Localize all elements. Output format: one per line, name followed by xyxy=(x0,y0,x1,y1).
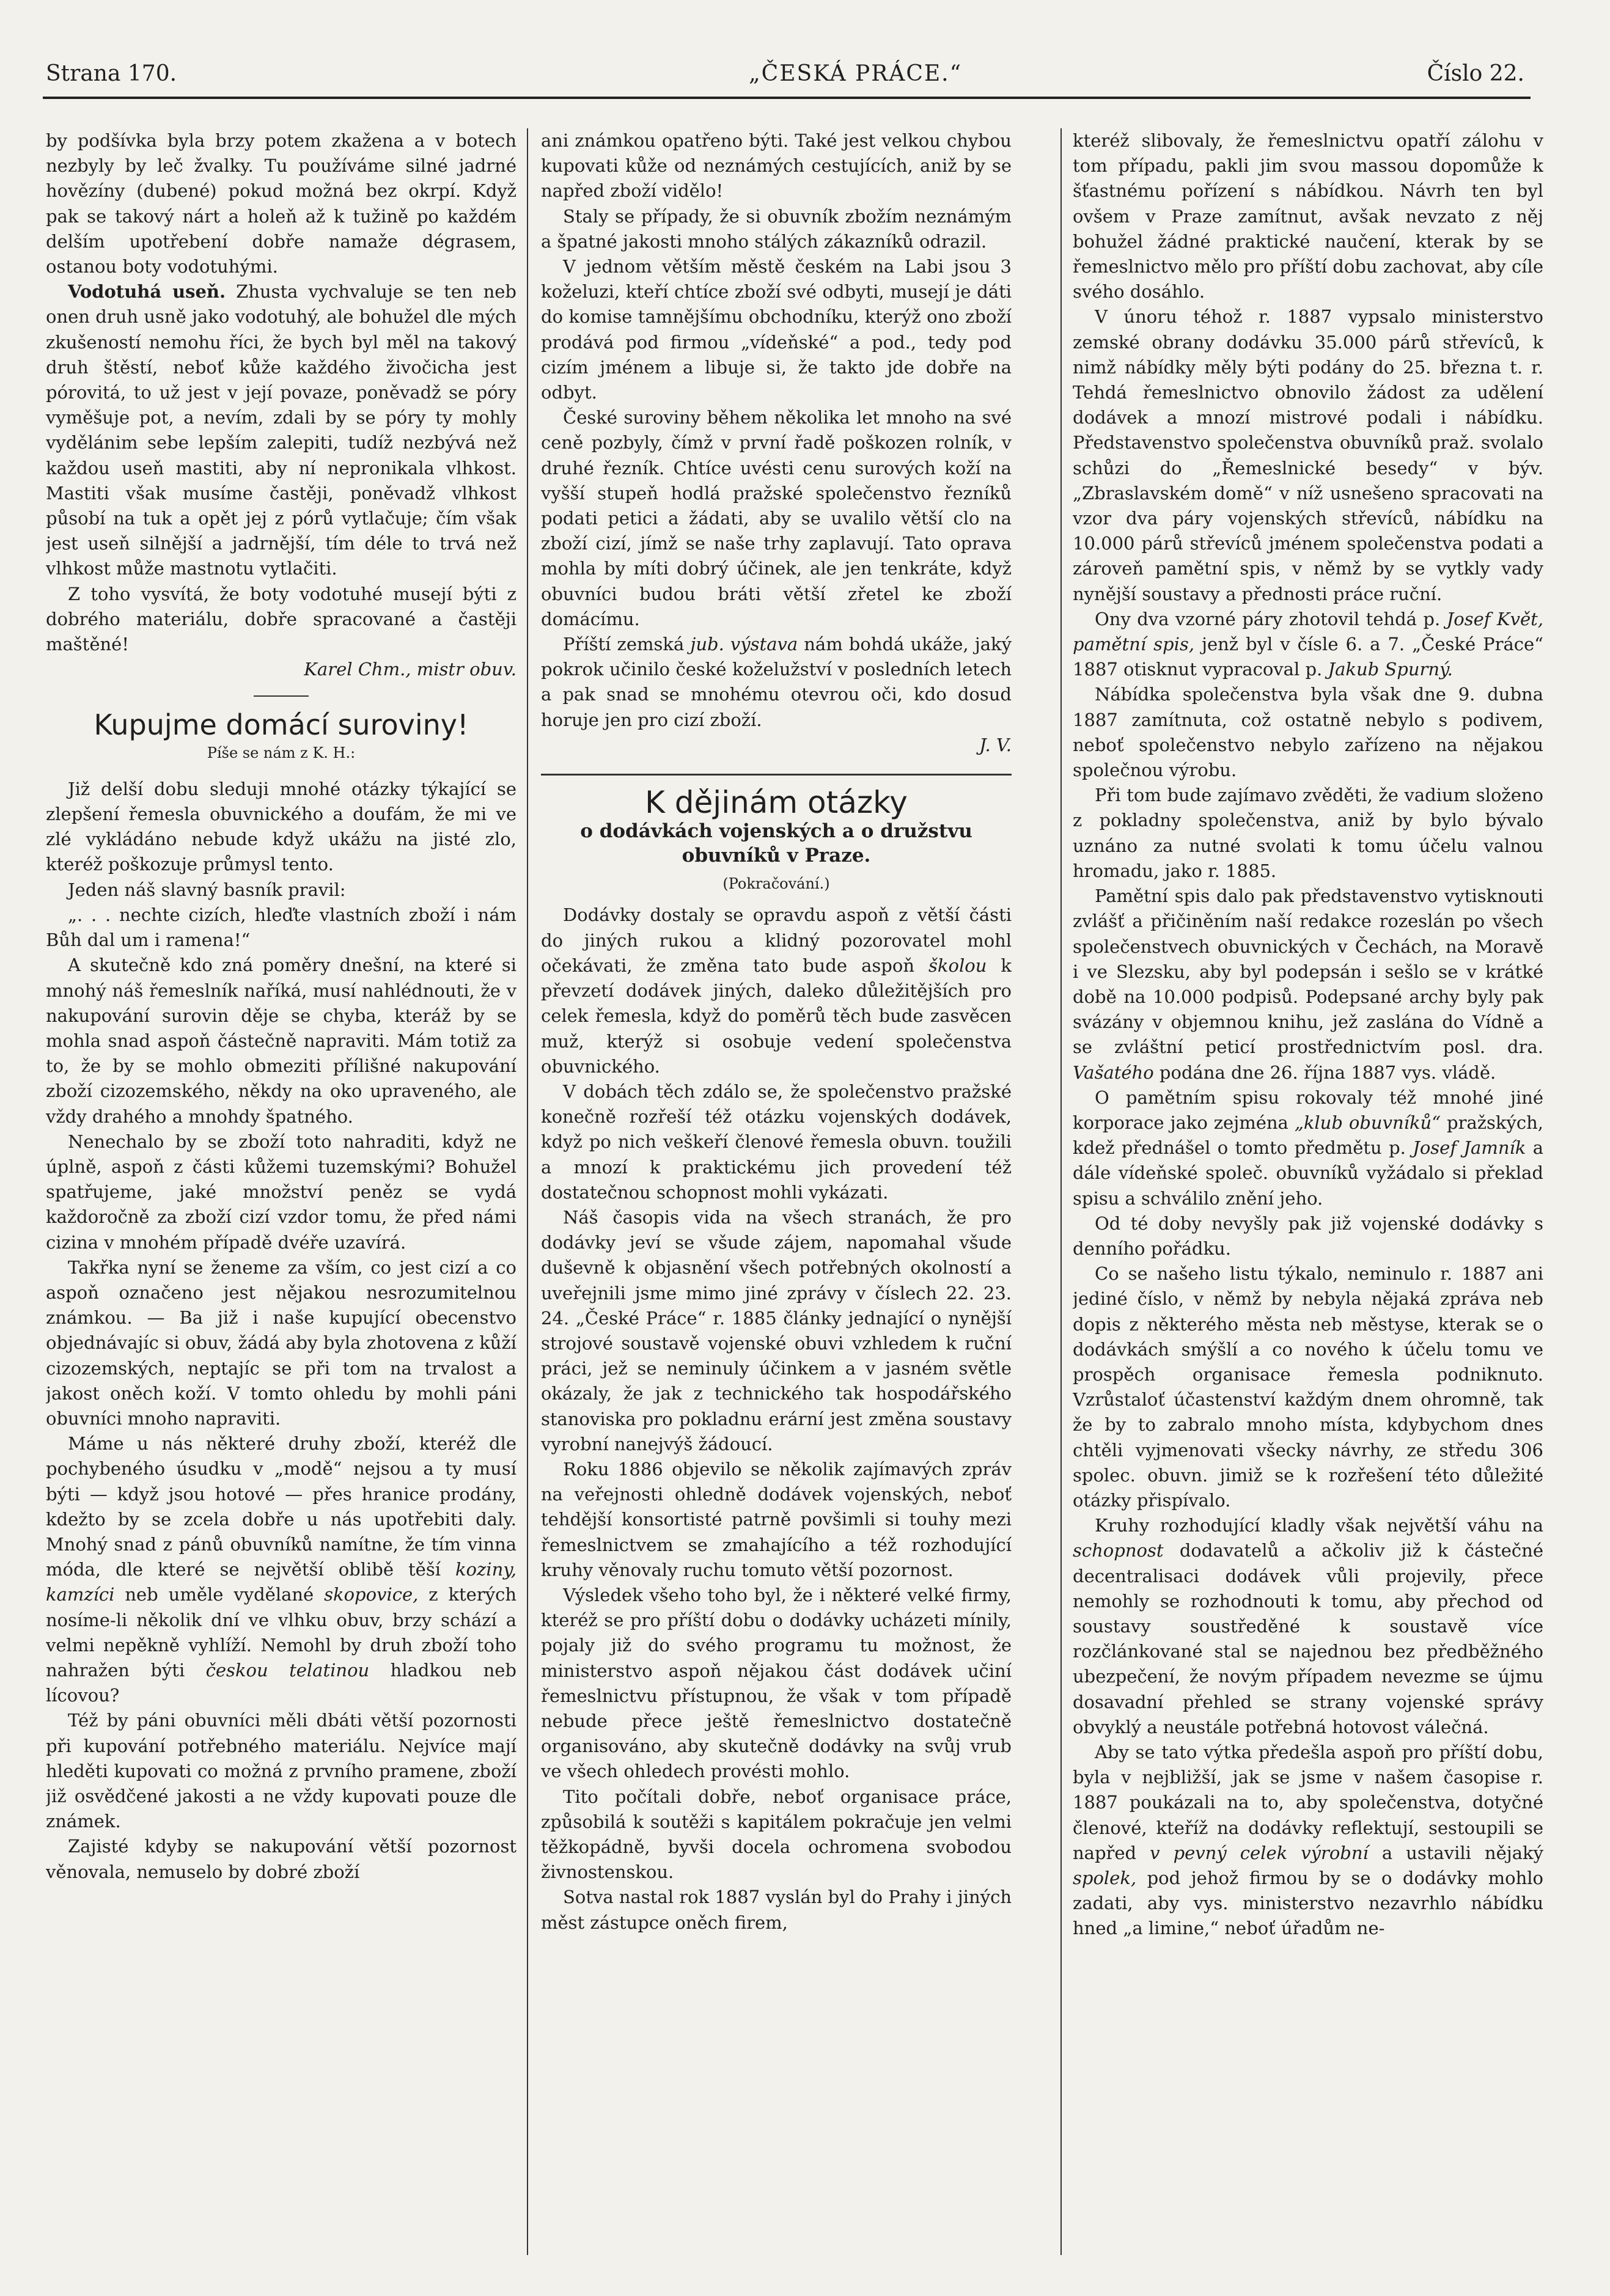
divider xyxy=(541,774,1012,776)
issue-number: Číslo 22. xyxy=(1427,61,1524,86)
paragraph: V jednom větším městě českém na Labi jsou 3 koželuzi, kteří chtíce zboží své odbyti, musejí je dáti do komise tamnějšímu obchodníku, kterýž ono zboží prodává pod firmou „vídeňské“ a pod., tedy pod cizím jménem a libuje si, že takto jde dobře na odbyt. xyxy=(541,256,1012,403)
paragraph xyxy=(46,279,516,581)
italic-text: školou xyxy=(928,955,987,976)
continuation-note: (Pokračování.) xyxy=(722,875,830,893)
column-1 xyxy=(46,128,516,2273)
article-subtitle: o dodávkách vojenských a o družstvu obuvníků v Praze. xyxy=(580,820,972,867)
italic-text: v pevný celek výrobní xyxy=(1150,1842,1369,1863)
paragraph: Zajisté kdyby se nakupování větší pozornost věnovala, nemuselo by dobré zboží xyxy=(46,1836,516,1882)
italic-text: Josef Květ, pamětní spis, xyxy=(1073,608,1543,655)
paragraph xyxy=(541,903,1012,1079)
journal-title: „ČESKÁ PRÁCE.“ xyxy=(749,61,963,86)
italic-text: Jakub Spurný. xyxy=(1328,659,1453,680)
paragraph: by podšívka byla brzy potem zkažena a v botech nezbyly by leč žvalky. Tu používáme silné jadrné hovězíny (dubené) pokud možná bez okrpí. Když pak se takový nárt a holeň až k tužině po každém delším upotřebení dobře namaže dégrasem, ostanou boty vodotuhými. xyxy=(46,130,516,277)
column-2 xyxy=(541,128,1012,2273)
text: Kruhy rozhodující kladly však největší váhu na xyxy=(1095,1515,1543,1536)
paragraph: A skutečně kdo zná poměry dnešní, na které si mnohý náš řemeslník naříká, musí nahlédnouti, že v nakupování surovin děje se chyba, kteráž by se mohla snad aspoň částečně napraviti. Mám totiž za to, že by se mohlo obmeziti přílišné nakupování zboží cizozemského, někdy na oko upraveného, ale vždy drahého a mnohdy špatného. xyxy=(46,955,516,1127)
text: O pamětním spisu rokovaly též mnohé jiné korporace jako zejména xyxy=(1073,1087,1543,1133)
italic-text: českou telatinou xyxy=(205,1659,370,1681)
italic-text: skopovice, xyxy=(324,1584,419,1605)
text: a ustavili nějaký xyxy=(1368,1842,1543,1863)
paragraph xyxy=(1073,884,1543,1085)
divider xyxy=(254,695,309,697)
paragraph: Již delší dobu sleduji mnohé otázky týkající se zlepšení řemesla obuvnického a doufám, že mi ve zlé vykládáno nebude když ukážu na jisté zlo, kteréž poškozuje průmysl tento. xyxy=(46,778,516,875)
paragraph: Výsledek všeho toho byl, že i některé velké firmy, kteréž se pro příští dobu o dodávky ucházeti mínily, pojaly již do svého programu tu možnost, že ministerstvo aspoň nějakou část dodávek učiní řemeslnictvu přístupnou, že však v tom případě nebude přece ještě řemeslnictvo dostatečně organisováno, aby skutečně dodávky na svůj vrub ve všech ohledech provésti mohlo. xyxy=(541,1584,1012,1782)
paragraph: České suroviny během několika let mnoho na své ceně pozbyly, čímž v první řadě poškozen rolník, v druhé řezník. Chtíce uvésti cenu surových koží na vyšší stupeň hodlá pražské společenstvo řezníků podati petici a žádati, aby se uvalilo větší clo na zboží cizí, jímž se naše trhy zaplavují. Tato oprava mohla by míti dobrý účinek, ale jen tenkráte, když obuvníci budou bráti větší zřetel ke zboží domácímu. xyxy=(541,407,1012,629)
text: pod jehož firmou by se o dodávky mohlo zadati, aby vys. ministerstvo nezavrhlo nábídku hned „a limine,“ neboť úřadům ne- xyxy=(1073,1868,1543,1939)
text: jenž byl v čísle 6. a 7. „České Práce“ 1887 otisknut vypracoval p. xyxy=(1073,634,1543,680)
paragraph: kteréž slibovaly, že řemeslnictvu opatří zálohu v tom případu, pakli jim svou massou dopomůže k šťastnému pořízení s nábídkou. Návrh ten byl ovšem v Praze zamítnut, avšak nevzato z něj bohužel žádné praktické naučení, kterak by se řemeslnictvo mělo pro příští dobu zachovat, aby cíle svého dosáhlo. xyxy=(1073,130,1543,303)
column-3 xyxy=(1073,128,1543,2273)
text: hladkou neb lícovou? xyxy=(46,1659,516,1706)
text: pražských, kdež přednášel o tomto předmětu p. xyxy=(1073,1112,1543,1159)
paragraph xyxy=(1073,607,1543,683)
italic-text: koziny, kamzíci xyxy=(46,1559,516,1605)
paragraph: Též by páni obuvníci měli dbáti větší pozornosti při kupování potřebného materiálu. Nejvíce mají hleděti kupovati co možná z prvního pramene, zboží již osvědčené jakosti a ne vždy kupovati pouze dle známek. xyxy=(46,1710,516,1832)
signature xyxy=(541,733,1012,758)
quote: „. . . nechte cizích, hleďte vlastních zboží i nám Bůh dal um i ramena!“ xyxy=(46,904,516,951)
paragraph: Z toho vysvítá, že boty vodotuhé musejí býti z dobrého materiálu, dobře spracované a častěji maštěné! xyxy=(46,583,516,655)
text: podána dne 26. října 1887 vys. vládě. xyxy=(1153,1062,1496,1083)
text: nám bohdá ukáže, jaký pokrok učinilo české koželužství v posledních letech a pak snad se mnohému otevrou oči, kdo dosud horuje jen pro cizí zboží. xyxy=(541,634,1012,730)
signature-text: Karel Chm., mistr obuv. xyxy=(304,659,516,680)
paragraph xyxy=(1073,1740,1543,1942)
italic-text: jub. výstava xyxy=(690,634,798,655)
signature-text: J. V. xyxy=(979,734,1012,755)
text: Máme u nás některé druhy zboží, kteréž dle pochybeného úsudku v „modě“ nejsou a ty musí býti — když jsou hotové — přes hranice prodány, kdežto by se zcela dobře u nás upotřebiti daly. Mnohý snad z pánů obuvníků namítne, že tím vinna móda, dle které se největší oblibě těší xyxy=(46,1433,516,1580)
paragraph: Náš časopis vida na všech stranách, že pro dodávky jeví se všude zájem, napomahal všude duševně k objasnění všech potřebných okolností a uveřejnili jsme mimo jiné zprávy v číslech 22. 23. 24. „České Práce“ r. 1885 články jednající o nynější strojové soustavě vojenské obuvi vzhledem k ruční práci, jež se neminuly účinkem a v jasném světle okázaly, že jak z technického tak hospodářského stanoviska pro pokladnu erární jest změna soustavy vyrobní nanejvýš žádoucí. xyxy=(541,1206,1012,1454)
paragraph xyxy=(541,632,1012,733)
paragraph: Jeden náš slavný basník pravil: xyxy=(68,879,346,900)
italic-text: Vašatého xyxy=(1073,1062,1154,1083)
paragraph: Staly se případy, že si obuvník zbožím neznámým a špatné jakosti mnoho stálých zákazníků odrazil. xyxy=(541,205,1012,252)
text: Dodávky dostaly se opravdu aspoň z větší části do jiných rukou a klidný pozorovatel mohl očekávati, že změna tato bude aspoň xyxy=(541,904,1012,976)
paragraph: V únoru téhož r. 1887 vypsalo ministerstvo zemské obrany dodávku 35.000 párů střevíců, k nimž nábídky měly býti podány do 25. března t. r. Tehdá řemeslnictvo obnovilo žádost za udělení dodávek a mnozí mistrové podali i nábídku. Představenstvo společenstva obuvníků praž. svolalo schůzi do „Řemeslnické besedy“ v býv. „Zbraslavském domě“ v níž usnešeno spracovati na vzor dva páry vojenských střevíců, nábídku na 10.000 párů střevíců jménem společenstva podati a zároveň pamětní spis, v němž by se vytkly vady nynější soustavy a přednosti práce ruční. xyxy=(1073,306,1543,604)
text: k převzetí dodávek jiných, daleko důležitějších pro celek řemesla, když do poměrů těch bude zasvěcen muž, kterýž si osobuje vedení společenstva obuvnického. xyxy=(541,955,1012,1077)
italic-text: Josef Jamník xyxy=(1413,1137,1526,1159)
paragraph-text: Zhusta vychvaluje se ten neb onen druh usně jako vodotuhý, ale bohužel dle mých zkušeností nemohu říci, že bych byl měl na takový druh štěstí, neboť kůže každého živočicha jest pórovitá, to už jest v její povaze, poněvadž se póry vyměšuje pot, a nevím, zdali by se póry ty mohly vydělánim sebe lepším zalepiti, tudíž nezbývá než každou useň mastiti, aby ní nepronikala vlhkost. Mastiti však musíme častěji, poněvadž vlhkost působí na tuk a opět jej z pórů vytlačuje; čím však jest useň silnější a jadrnější, tím déle to trvá než vlhkost může mastnotu vytlačiti. xyxy=(46,281,516,579)
paragraph: Sotva nastal rok 1887 vyslán byl do Prahy i jiných měst zástupce oněch firem, xyxy=(541,1887,1012,1933)
signature xyxy=(46,657,516,682)
text: Příští zemská xyxy=(563,634,691,655)
paragraph xyxy=(1073,1513,1543,1740)
paragraph: Co se našeho listu týkalo, neminulo r. 1887 ani jediné číslo, v němž by nebyla nějaká zpráva neb dopis z některého města neb městyse, kterak se o dodávkách smýšlí a co nového k účelu tomu ve prospěch organisace řemesla podniknuto. Vzrůstaloť účastenství každým dnem ohromně, tak že by to zabralo mnoho místa, kdybychom dnes chtěli vyjmenovati všecky návrhy, ze středu 306 spolec. obuvn. jimiž se k rozřešení této důležité otázky přispívalo. xyxy=(1073,1263,1543,1511)
italic-text: schopnost xyxy=(1073,1540,1164,1561)
column-divider xyxy=(1060,128,1062,2255)
column-divider xyxy=(527,128,528,2255)
paragraph: ani známkou opatřeno býti. Také jest velkou chybou kupovati kůže od neznámých cestujících, aniž by se napřed zboží vidělo! xyxy=(541,130,1012,202)
italic-text: spolek, xyxy=(1073,1868,1137,1889)
text: Pamětní spis dalo pak představenstvo vytisknouti zvlášť a přičiněním naší redakce rozeslán po všech společenstvech obuvnických v Čechách, na Moravě i ve Slezsku, aby byl podepsán i sešlo se v krátké době na 10.000 podpisů. Podepsané archy byly pak svázány v objemnou knihu, jež zaslána do Vídně a se zvláštní peticí prostřednictvím posl. dra. xyxy=(1073,886,1543,1058)
header-rule xyxy=(43,97,1531,99)
text: neb uměle vydělané xyxy=(114,1584,325,1605)
paragraph: Nenechalo by se zboží toto nahraditi, když ne úplně, aspoň z části kůžemi tuzemskými? Bohužel spatřujeme, jaké množství peněz se vydá každoročně za zboží cizí vzdor tomu, že před námi cizina v mnohém případě dvéře uzavírá. xyxy=(46,1131,516,1253)
article-title: K dějinám otázky xyxy=(645,785,908,821)
text: a dále vídeňské společ. obuvníků vyžádalo si překlad spisu a schválilo znění jeho. xyxy=(1073,1137,1543,1209)
byline: Píše se nám z K. H.: xyxy=(207,744,356,761)
paragraph: Takřka nyní se ženeme za vším, co jest cizí a co aspoň označeno jest nějakou nesrozumitelnou známkou. — Ba již i naše kupující obecenstvo objednávajíc si obuv, žádá aby byla zhotovena z kůží cizozemských, neptajíc se při tom na trvalost a jakost oněch koží. V tomto ohledu by mohli páni obuvníci mnoho napraviti. xyxy=(46,1256,516,1429)
paragraph xyxy=(46,1431,516,1708)
paragraph xyxy=(1073,1085,1543,1211)
paragraph: Při tom bude zajímavo zvěděti, že vadium složeno z pokladny společenstva, aniž by bylo bývalo uznáno za nutné svolati k tomu účelu valnou hromadu, jako r. 1885. xyxy=(1073,785,1543,881)
page-header xyxy=(46,61,1524,98)
article-title: Kupujme domácí suroviny! xyxy=(94,708,469,742)
paragraph: Roku 1886 objevilo se několik zajímavých zpráv na veřejnosti ohledně dodávek vojenských, neboť tehdější konsortisté patrně povšimli si touhy mezi řemeslnictvem se zmahajícího a též rozhodující kruhy věnovaly ruchu tomuto větší pozornost. xyxy=(541,1458,1012,1580)
section-lead: Vodotuhá useň. xyxy=(68,281,226,303)
text: dodavatelů a ačkoliv již k částečné decentralisaci dodávek vůli projevily, přece nemohly se rozhodnouti k tomu, aby přechod od soustavy soustředěné k soustavě více rozčlánkované stal se najednou bez předběžného ubezpečení, že novým případem nevezme se újmu dosavadní přehled se strany vojenské správy obvyklý a neustále potřebná hotovost válečná. xyxy=(1073,1540,1543,1737)
paragraph: Nábídka společenstva byla však dne 9. dubna 1887 zamítnuta, což ostatně nebylo s podivem, neboť společenstvo nebylo zařízeno na nějakou společnou výrobu. xyxy=(1073,684,1543,781)
paragraph: Tito počítali dobře, neboť organisace práce, způsobilá k soutěži s kapitálem pokračuje jen velmi těžkopádně, byvši docela ochromena svobodou živnostenskou. xyxy=(541,1786,1012,1883)
text: z kterých nosíme-li několik dní ve vlhku obuv, brzy schází a velmi nepěkně vyhlíží. Nemohl by druh zboží toho nahražen býti xyxy=(46,1584,516,1681)
page-number: Strana 170. xyxy=(46,61,177,86)
paragraph: V dobách těch zdálo se, že společenstvo pražské konečně rozřeší též otázku vojenských dodávek, když po nich veškeří členové řemesla obuvn. toužili a mnozí k praktickému jich provedení též dostatečnou schopnost mohli vykázati. xyxy=(541,1080,1012,1203)
italic-text: „klub obuvníků“ xyxy=(1294,1112,1441,1133)
paragraph: Od té doby nevyšly pak již vojenské dodávky s denního pořádku. xyxy=(1073,1212,1543,1259)
text: Ony dva vzorné páry zhotovil tehdá p. xyxy=(1095,608,1447,629)
text: Aby se tato výtka předešla aspoň pro příští dobu, byla v nejbližší, jak se jsme v našem časopise r. 1887 poukázali na to, aby společenstva, dotyčné členové, kteříž na dodávky reflektují, sestoupili se napřed xyxy=(1073,1742,1543,1863)
